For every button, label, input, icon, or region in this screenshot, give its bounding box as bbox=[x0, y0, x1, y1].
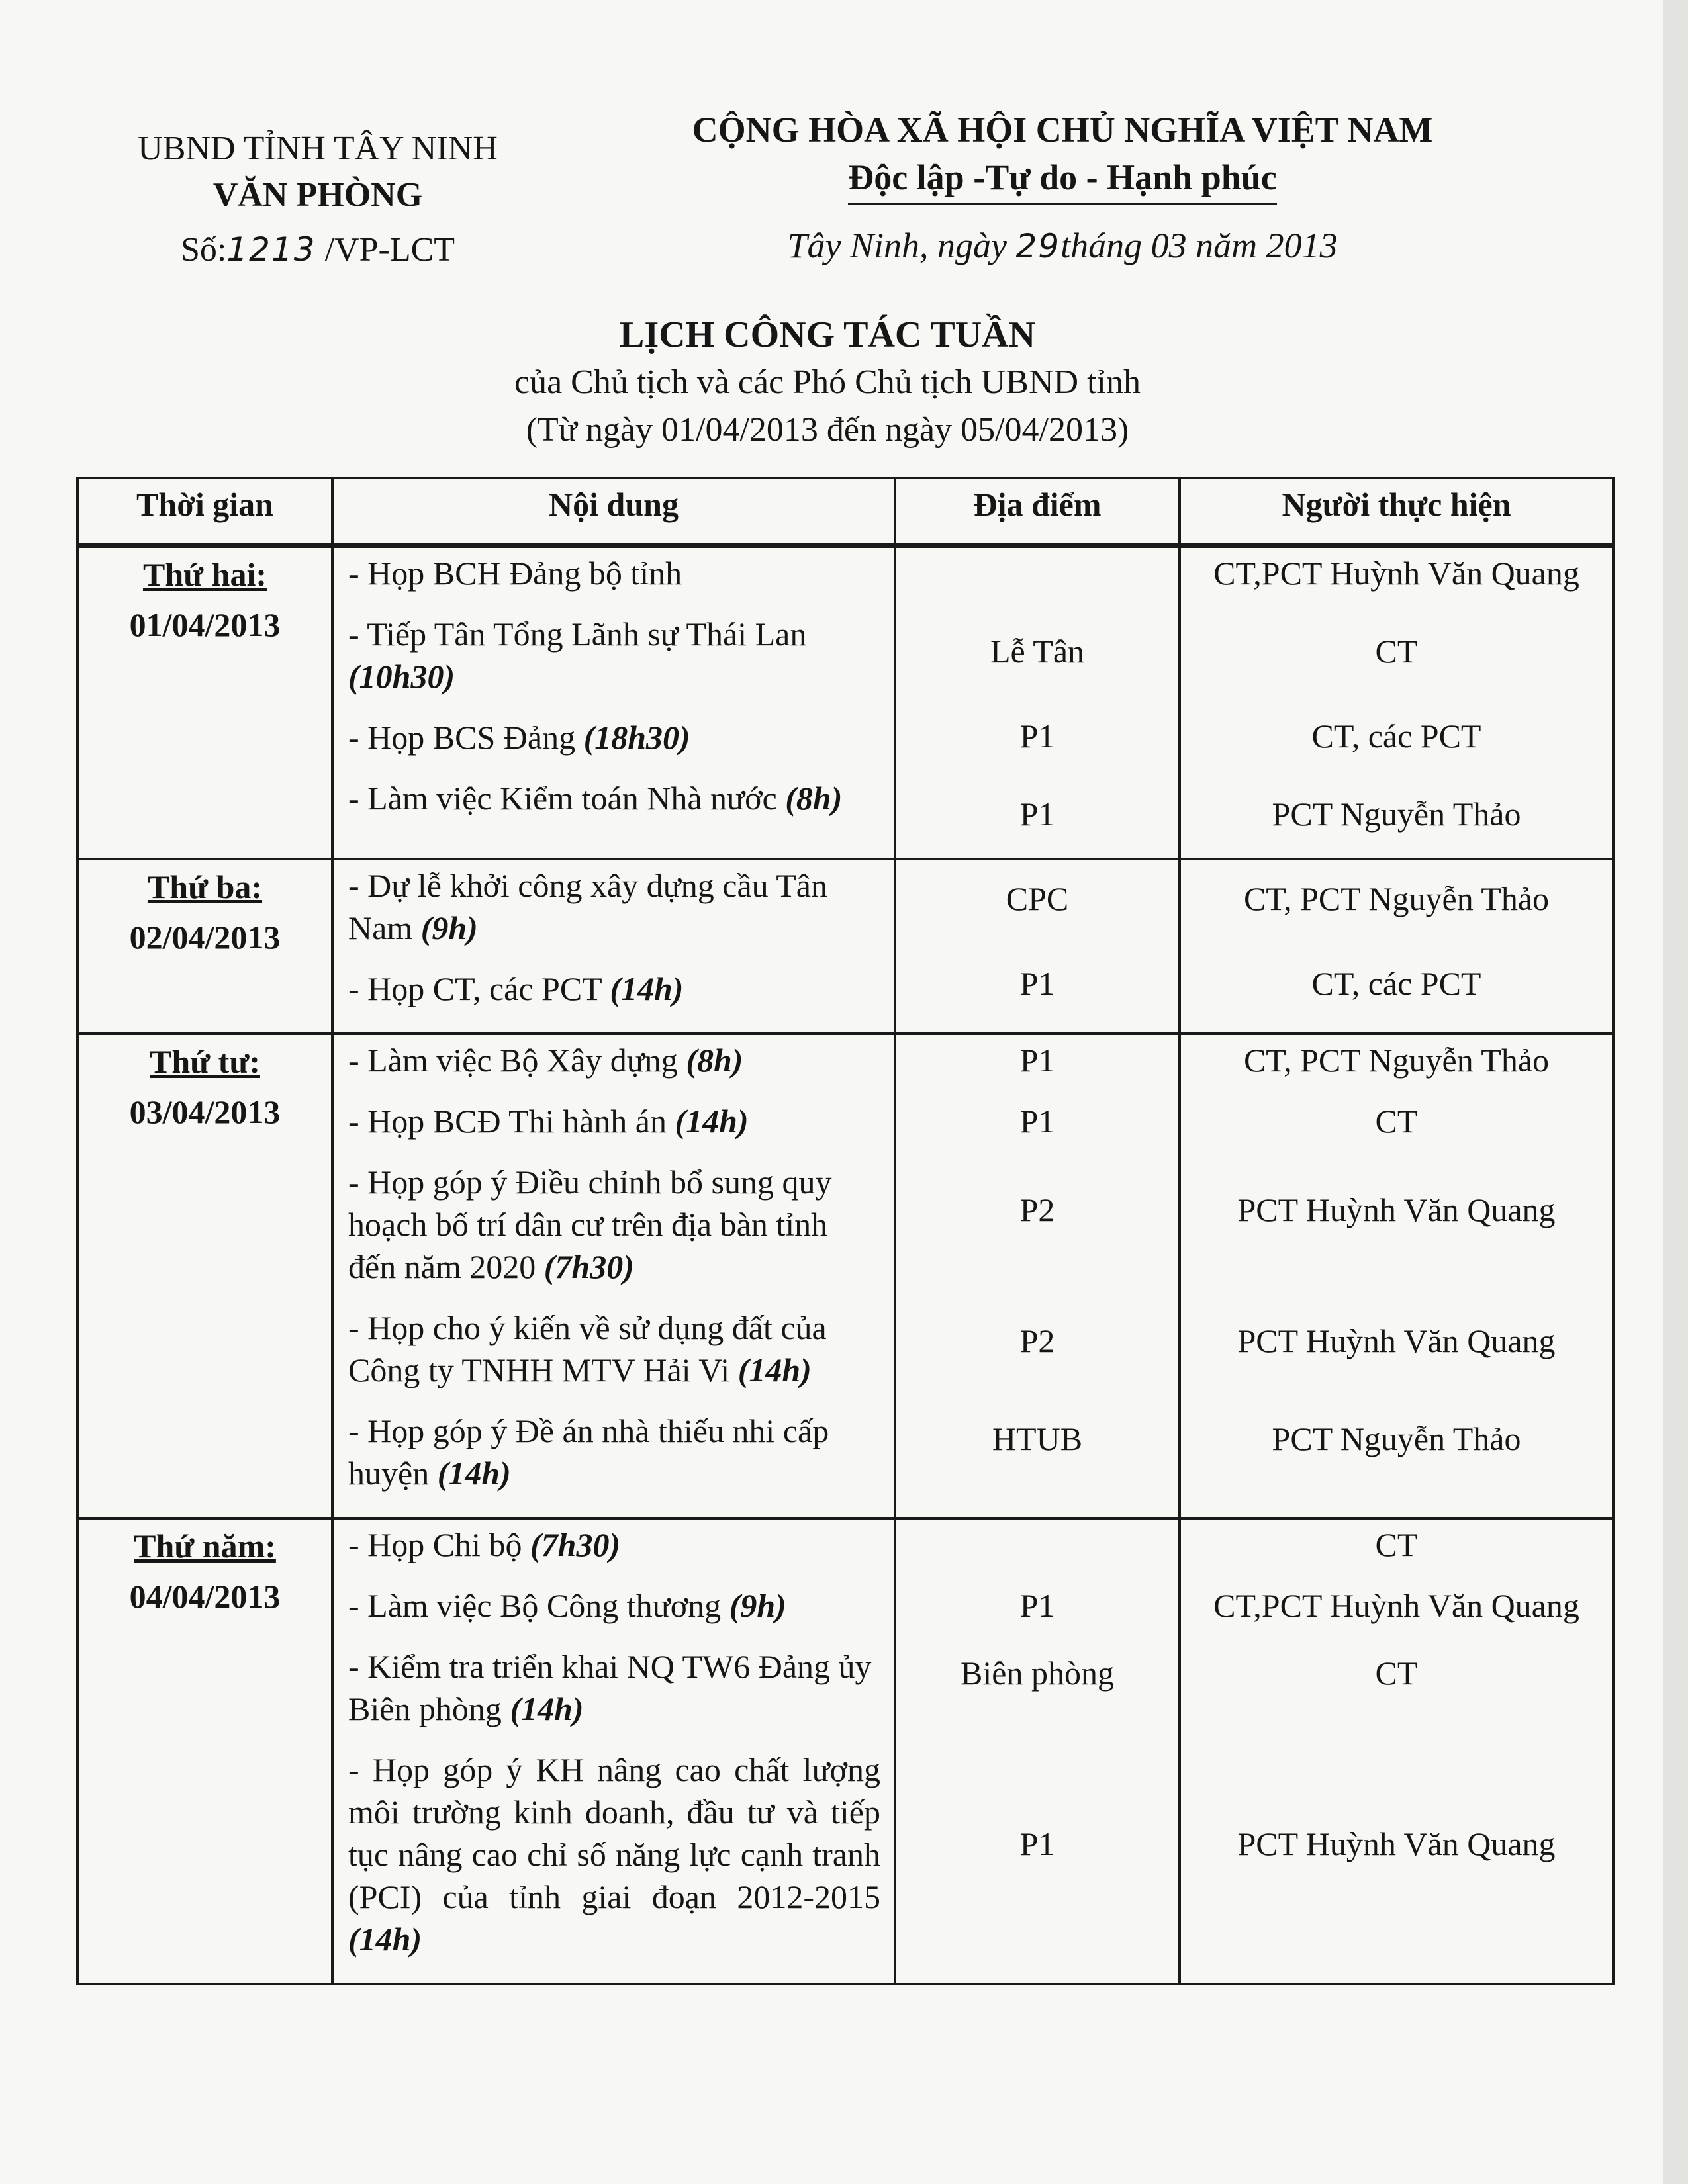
content-cell bbox=[332, 545, 895, 859]
date-prefix: Tây Ninh, ngày bbox=[787, 226, 1016, 265]
schedule-item bbox=[348, 1161, 880, 1288]
day-name: Thứ hai: bbox=[142, 556, 267, 593]
schedule-item bbox=[348, 716, 880, 758]
item-location: Lễ Tân bbox=[990, 633, 1085, 670]
item-time: (8h) bbox=[785, 780, 843, 817]
item-location: P1 bbox=[1019, 1103, 1055, 1140]
document-title-block bbox=[364, 311, 1291, 454]
item-time: (14h) bbox=[610, 970, 684, 1007]
item-person: CT bbox=[1375, 1655, 1418, 1692]
scan-page-edge bbox=[1663, 0, 1688, 2184]
item-location: P2 bbox=[1019, 1322, 1055, 1359]
column-header-content: Nội dung bbox=[332, 478, 895, 545]
national-header-block bbox=[655, 106, 1470, 270]
item-text: - Họp góp ý Điều chỉnh bổ sung quy hoạch bố trí dân cư trên địa bàn tỉnh đến năm 2020 bbox=[348, 1163, 832, 1285]
location-cell bbox=[895, 1034, 1180, 1518]
schedule-item bbox=[348, 1306, 880, 1391]
item-text: - Họp BCH Đảng bộ tỉnh bbox=[348, 555, 682, 592]
item-person: CT bbox=[1375, 1103, 1418, 1140]
item-location: P2 bbox=[1019, 1191, 1055, 1228]
item-text: - Họp BCS Đảng bbox=[348, 719, 584, 756]
schedule-item bbox=[348, 1645, 880, 1730]
schedule-item bbox=[348, 777, 880, 819]
item-text: - Làm việc Bộ Xây dựng bbox=[348, 1042, 686, 1079]
item-time: (7h30) bbox=[530, 1526, 621, 1563]
item-location: CPC bbox=[1006, 880, 1069, 917]
issuing-agency-block bbox=[132, 126, 503, 273]
table-row bbox=[77, 1034, 1613, 1518]
item-text: - Tiếp Tân Tổng Lãnh sự Thái Lan bbox=[348, 615, 807, 653]
item-text: - Họp góp ý KH nâng cao chất lượng môi trường kinh doanh, đầu tư và tiếp tục nâng cao chỉ số năng lực cạnh tranh (PCI) của tỉnh giai đoạn 2012-2015 bbox=[348, 1751, 880, 1915]
schedule-item bbox=[348, 1039, 880, 1081]
item-time: (18h30) bbox=[583, 719, 690, 756]
item-text: - Làm việc Bộ Công thương bbox=[348, 1587, 729, 1624]
item-text: - Dự lễ khởi công xây dựng cầu Tân Nam bbox=[348, 867, 827, 946]
item-time: (9h) bbox=[729, 1587, 786, 1624]
item-person: PCT Nguyễn Thảo bbox=[1272, 796, 1521, 833]
schedule-item bbox=[348, 968, 880, 1010]
item-person: CT,PCT Huỳnh Văn Quang bbox=[1213, 1587, 1579, 1624]
day-date: 04/04/2013 bbox=[129, 1578, 281, 1615]
date-suffix: tháng 03 năm 2013 bbox=[1060, 226, 1338, 265]
item-time: (9h) bbox=[420, 909, 478, 946]
day-date: 01/04/2013 bbox=[129, 606, 281, 643]
item-text: - Làm việc Kiểm toán Nhà nước bbox=[348, 780, 786, 817]
item-time: (10h30) bbox=[348, 658, 455, 695]
table-header-row bbox=[77, 478, 1613, 545]
day-date: 02/04/2013 bbox=[129, 919, 281, 956]
item-person: PCT Huỳnh Văn Quang bbox=[1237, 1825, 1556, 1862]
item-time: (14h) bbox=[348, 1921, 422, 1958]
doc-number-prefix: Số: bbox=[180, 231, 227, 269]
nation-title: CỘNG HÒA XÃ HỘI CHỦ NGHĨA VIỆT NAM bbox=[692, 110, 1433, 150]
location-cell bbox=[895, 545, 1180, 859]
item-text: - Họp CT, các PCT bbox=[348, 970, 610, 1007]
table-row bbox=[77, 1518, 1613, 1984]
schedule-item bbox=[348, 1584, 880, 1627]
item-person: CT, PCT Nguyễn Thảo bbox=[1243, 1042, 1550, 1079]
doc-number-handwritten: 1213 bbox=[226, 230, 316, 269]
column-header-time: Thời gian bbox=[77, 478, 332, 545]
table-row bbox=[77, 545, 1613, 859]
content-cell bbox=[332, 859, 895, 1034]
item-location: HTUB bbox=[992, 1420, 1083, 1457]
person-cell bbox=[1180, 859, 1613, 1034]
date-day-handwritten: 29 bbox=[1015, 227, 1061, 265]
item-time: (14h) bbox=[675, 1103, 749, 1140]
item-person: PCT Nguyễn Thảo bbox=[1272, 1420, 1521, 1457]
item-location: P1 bbox=[1019, 1042, 1055, 1079]
item-person: CT bbox=[1375, 1526, 1418, 1563]
schedule-item bbox=[348, 613, 880, 698]
location-cell bbox=[895, 859, 1180, 1034]
day-date: 03/04/2013 bbox=[129, 1093, 281, 1130]
item-location: P1 bbox=[1019, 965, 1055, 1002]
document-number bbox=[132, 226, 503, 273]
item-text: - Họp Chi bộ bbox=[348, 1526, 530, 1563]
item-location: P1 bbox=[1019, 717, 1055, 754]
document-title: LỊCH CÔNG TÁC TUẦN bbox=[619, 314, 1036, 355]
item-time: (14h) bbox=[437, 1455, 511, 1492]
person-cell bbox=[1180, 545, 1613, 859]
table-row bbox=[77, 859, 1613, 1034]
item-text: - Họp BCĐ Thi hành án bbox=[348, 1103, 675, 1140]
column-header-person: Người thực hiện bbox=[1180, 478, 1613, 545]
day-cell bbox=[77, 1518, 332, 1984]
schedule-item bbox=[348, 1410, 880, 1494]
schedule-item bbox=[348, 864, 880, 949]
day-cell bbox=[77, 545, 332, 859]
item-person: CT,PCT Huỳnh Văn Quang bbox=[1213, 555, 1579, 592]
schedule-item bbox=[348, 552, 880, 594]
motto-underline bbox=[848, 154, 1277, 205]
content-cell bbox=[332, 1518, 895, 1984]
item-time: (14h) bbox=[737, 1351, 812, 1388]
item-text: - Họp góp ý Đề án nhà thiếu nhi cấp huyện bbox=[348, 1412, 829, 1492]
item-person: CT bbox=[1375, 633, 1418, 670]
item-location: P1 bbox=[1019, 796, 1055, 833]
motto: Độc lập -Tự do - Hạnh phúc bbox=[848, 158, 1277, 197]
schedule-item bbox=[348, 1749, 880, 1960]
item-location: Biên phòng bbox=[961, 1655, 1114, 1692]
doc-number-suffix: /VP-LCT bbox=[324, 231, 455, 269]
person-cell bbox=[1180, 1518, 1613, 1984]
item-location: P1 bbox=[1019, 1825, 1055, 1862]
item-time: (14h) bbox=[510, 1690, 584, 1727]
day-name: Thứ ba: bbox=[147, 868, 263, 905]
office-name: VĂN PHÒNG bbox=[212, 176, 423, 214]
schedule-item bbox=[348, 1524, 880, 1566]
content-cell bbox=[332, 1034, 895, 1518]
item-person: CT, các PCT bbox=[1311, 965, 1481, 1002]
item-location: P1 bbox=[1019, 1587, 1055, 1624]
location-cell bbox=[895, 1518, 1180, 1984]
day-name: Thứ năm: bbox=[134, 1527, 276, 1565]
item-time: (8h) bbox=[686, 1042, 743, 1079]
issue-date bbox=[655, 222, 1470, 270]
item-person: CT, PCT Nguyễn Thảo bbox=[1243, 880, 1550, 917]
item-location bbox=[904, 552, 1170, 598]
item-person: CT, các PCT bbox=[1311, 717, 1481, 754]
document-subtitle: của Chủ tịch và các Phó Chủ tịch UBND tỉnh bbox=[514, 363, 1141, 401]
agency-name: UBND TỈNH TÂY NINH bbox=[138, 130, 498, 167]
item-person: PCT Huỳnh Văn Quang bbox=[1237, 1191, 1556, 1228]
day-cell bbox=[77, 1034, 332, 1518]
day-cell bbox=[77, 859, 332, 1034]
item-location bbox=[904, 1524, 1170, 1566]
document-date-range: (Từ ngày 01/04/2013 đến ngày 05/04/2013) bbox=[526, 411, 1129, 449]
item-text: - Họp cho ý kiến về sử dụng đất của Công ty TNHH MTV Hải Vi bbox=[348, 1309, 827, 1388]
column-header-location: Địa điểm bbox=[895, 478, 1180, 545]
item-time: (7h30) bbox=[543, 1248, 634, 1285]
schedule-item bbox=[348, 1100, 880, 1142]
person-cell bbox=[1180, 1034, 1613, 1518]
item-text: - Kiểm tra triển khai NQ TW6 Đảng ủy Biên phòng bbox=[348, 1648, 872, 1727]
item-person: PCT Huỳnh Văn Quang bbox=[1237, 1322, 1556, 1359]
day-name: Thứ tư: bbox=[150, 1043, 260, 1080]
schedule-table bbox=[76, 477, 1615, 1985]
